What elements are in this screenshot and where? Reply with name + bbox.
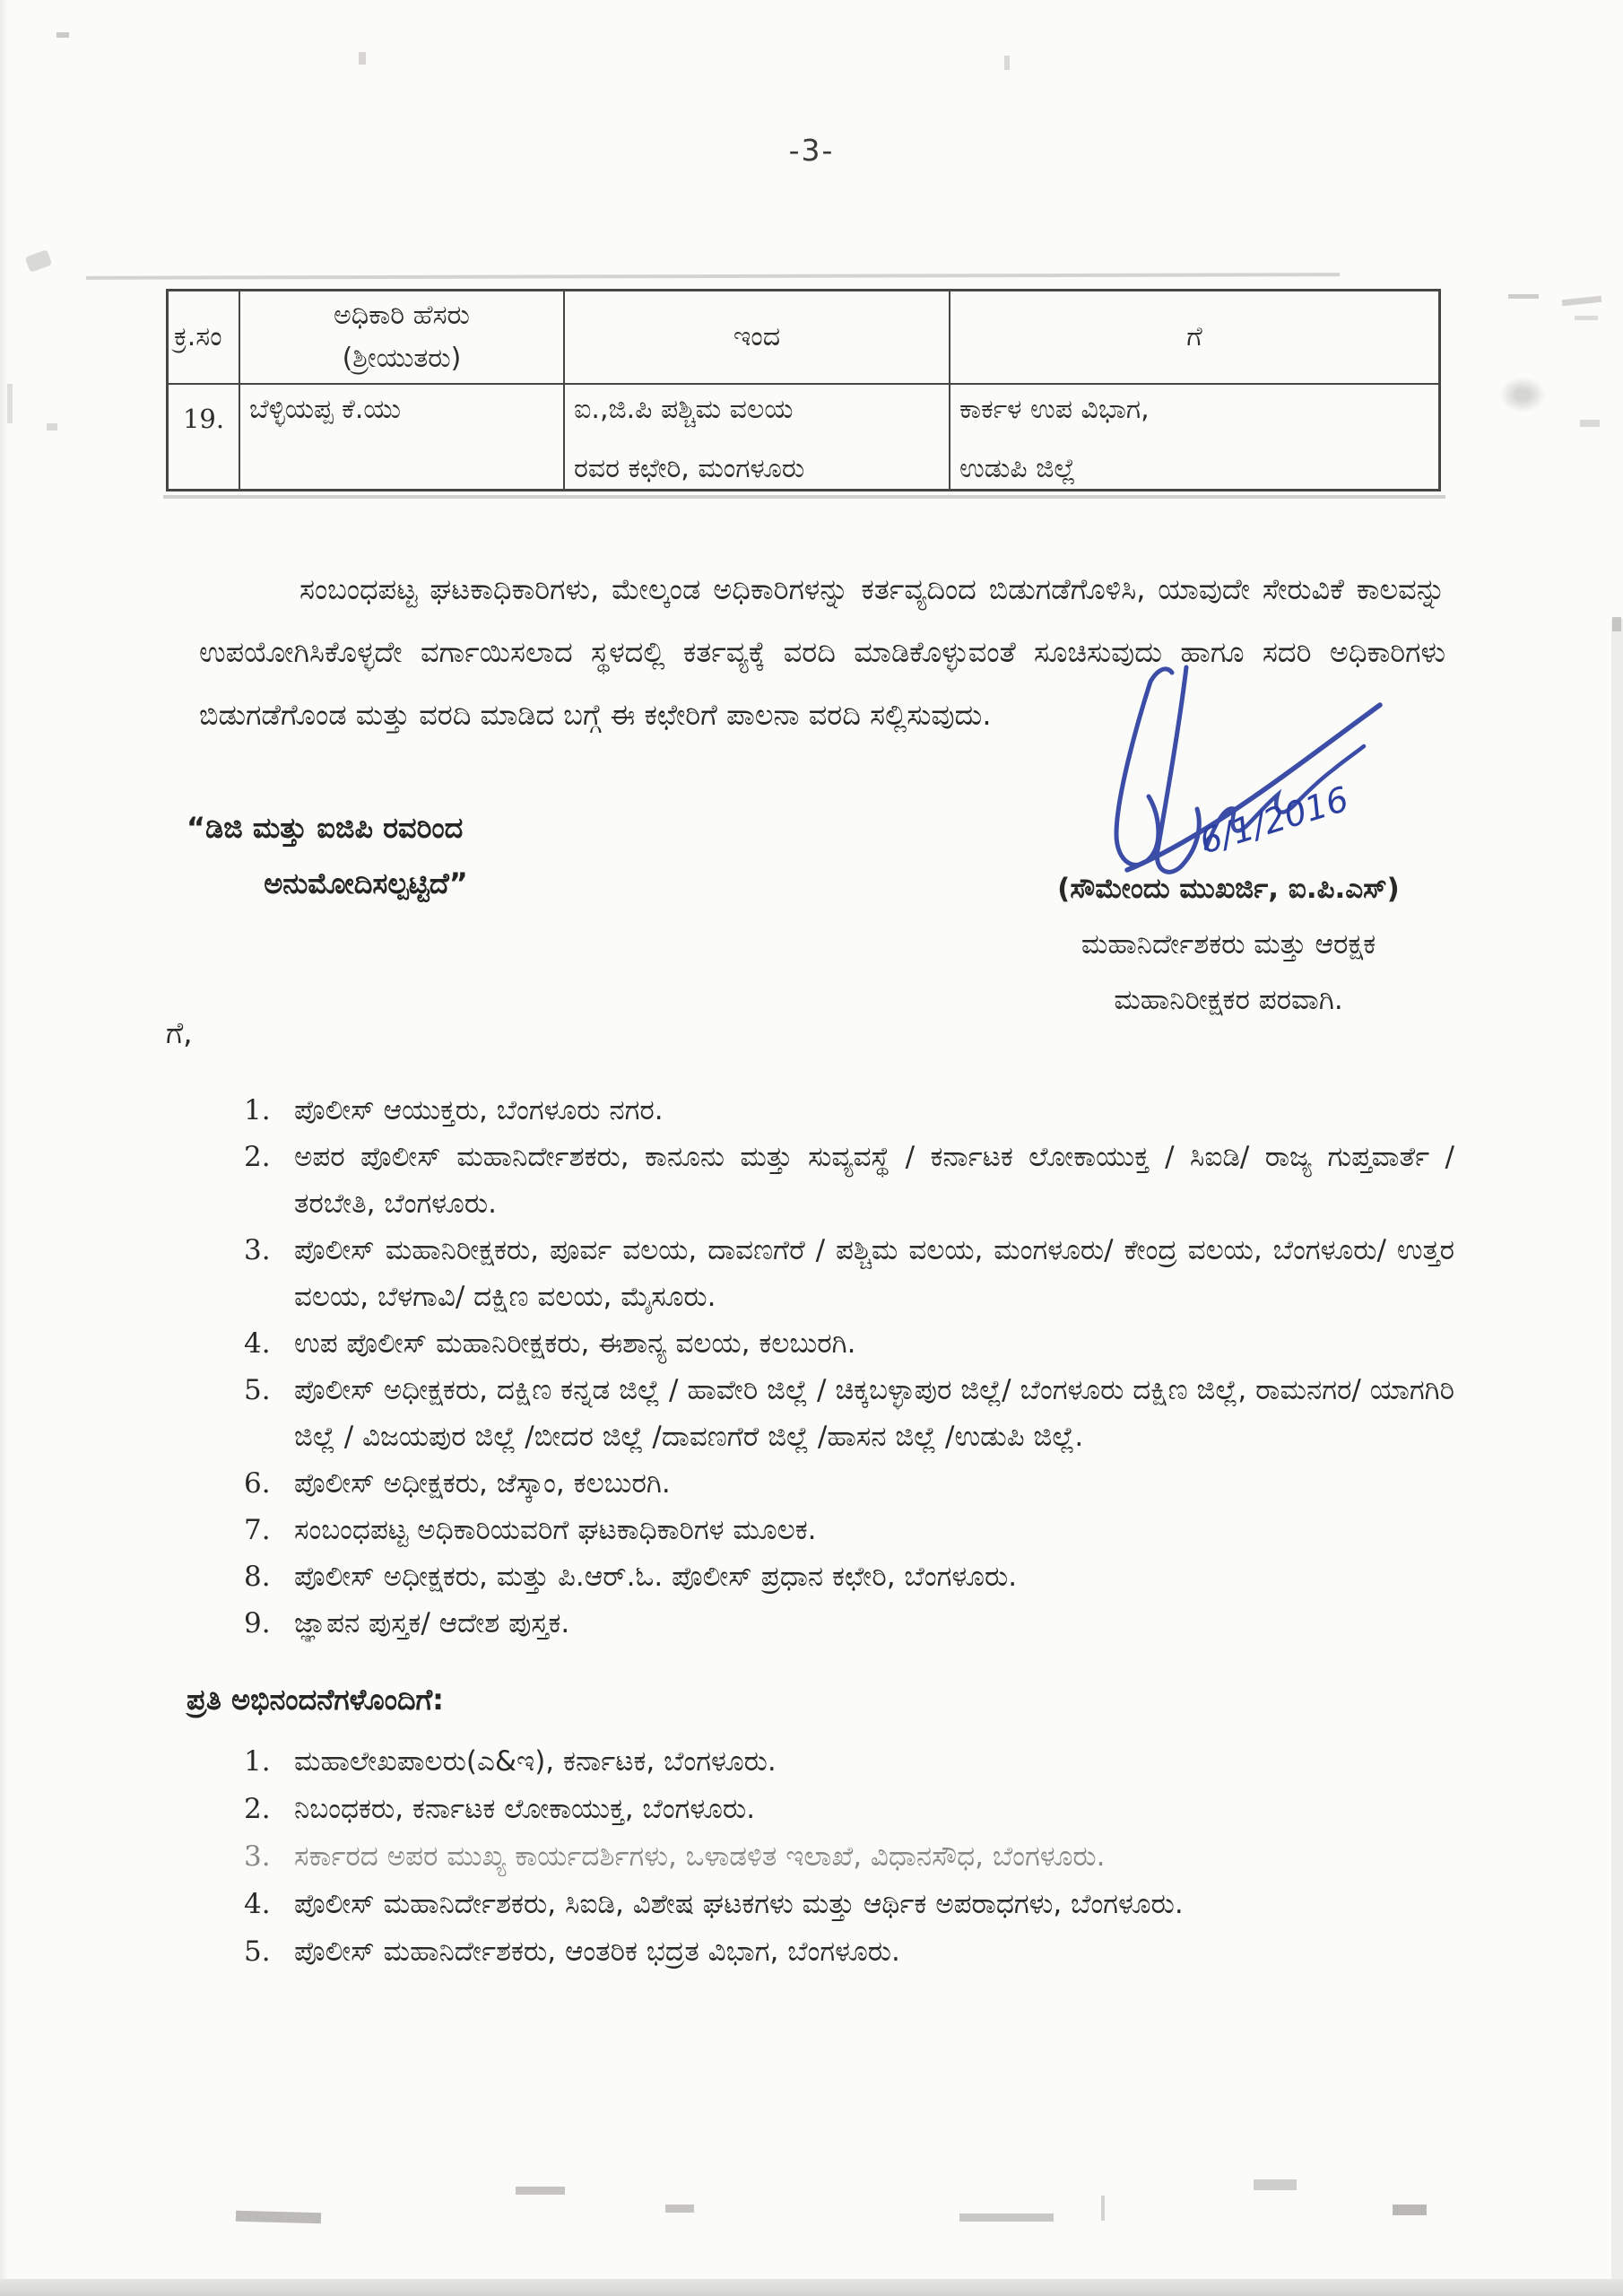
scan-artifact: [665, 2205, 694, 2213]
signatory-title-line2: ಮಹಾನಿರೀಕ್ಷಕರ ಪರವಾಗಿ.: [1114, 984, 1343, 1016]
list-item-text: ಅಪರ ಪೊಲೀಸ್ ಮಹಾನಿರ್ದೇಶಕರು, ಕಾನೂನು ಮತ್ತು ಸುವ್ಯವಸ್ಥೆ / ಕರ್ನಾಟಕ ಲೋಕಾಯುಕ್ತ / ಸಿಐಡಿ/ ರಾಜ್ಯ ಗುಪ್ತವಾರ್ತೆ / ತರಬೇತಿ, ಬೆಂಗಳೂರು.: [294, 1141, 1454, 1220]
copy-list-item: [244, 1786, 1472, 1833]
to-list-item: [244, 1553, 1454, 1600]
copy-list-item: [244, 1833, 1472, 1881]
table-header-to: [950, 291, 1438, 385]
page-number: -3-: [788, 133, 835, 168]
list-item-number: 3.: [244, 1234, 271, 1266]
scan-artifact: [1254, 2179, 1297, 2190]
copy-list-item: [244, 1738, 1472, 1786]
list-item-number: 4.: [244, 1888, 271, 1920]
scan-artifact: [1562, 296, 1601, 307]
list-item-number: 6.: [244, 1467, 271, 1500]
table-row-from-line1: ಐ.,ಜಿ.ಪಿ ಪಶ್ಚಿಮ ವಲಯ: [574, 394, 794, 425]
table-row-to: [950, 385, 1438, 489]
list-item-number: 4.: [244, 1327, 271, 1360]
list-item-text: ಪೊಲೀಸ್ ಮಹಾನಿರ್ದೇಶಕರು, ಸಿಐಡಿ, ವಿಶೇಷ ಘಟಕಗಳು ಮತ್ತು ಆರ್ಥಿಕ ಅಪರಾಧಗಳು, ಬೆಂಗಳೂರು.: [294, 1888, 1184, 1920]
list-item-number: 9.: [244, 1607, 271, 1639]
copy-list-item: [244, 1928, 1472, 1976]
scan-artifact: [516, 2187, 565, 2195]
signature-date: 6/1/2016: [1194, 778, 1353, 862]
list-item-text: ಪೊಲೀಸ್ ಅಧೀಕ್ಷಕರು, ಜೆಸ್ಕಾಂ, ಕಲಬುರಗಿ.: [294, 1467, 671, 1500]
copy-list: [244, 1738, 1472, 1976]
table-row-to-line2: ಉಡುಪಿ ಜಿಲ್ಲೆ: [959, 453, 1076, 484]
table-header-from: [565, 291, 950, 385]
table-header-officer-name: [240, 291, 565, 385]
scan-artifact: [959, 2213, 1054, 2222]
list-item-text: ನಿಬಂಧಕರು, ಕರ್ನಾಟಕ ಲೋಕಾಯುಕ್ತ, ಬೆಂಗಳೂರು.: [294, 1793, 756, 1825]
signatory-name: (ಸೌಮೇಂದು ಮುಖರ್ಜಿ, ಐ.ಪಿ.ಎಸ್): [1057, 873, 1400, 905]
scan-artifact: [1508, 294, 1539, 299]
list-item-number: 5.: [244, 1935, 271, 1968]
scan-artifact: [56, 32, 69, 38]
to-list-item: [244, 1600, 1454, 1647]
table-row-to-line1: ಕಾರ್ಕಳ ಉಪ ವಿಭಾಗ,: [959, 394, 1150, 425]
list-item-text: ಪೊಲೀಸ್ ಅಧೀಕ್ಷಕರು, ಮತ್ತು ಪಿ.ಆರ್.ಓ. ಪೊಲೀಸ್ ಪ್ರಧಾನ ಕಛೇರಿ, ಬೆಂಗಳೂರು.: [294, 1561, 1018, 1593]
scan-artifact: [0, 2279, 1623, 2296]
table-header-slno-label: ಕ್ರ.ಸಂ: [174, 321, 222, 352]
scan-artifact: [1101, 2196, 1105, 2221]
list-item-text: ಜ್ಞಾಪನ ಪುಸ್ತಕ/ ಆದೇಶ ಪುಸ್ತಕ.: [294, 1607, 570, 1639]
list-item-number: 5.: [244, 1374, 271, 1406]
list-item-text: ಮಹಾಲೇಖಪಾಲರು(ಎ&ಇ), ಕರ್ನಾಟಕ, ಬೆಂಗಳೂರು.: [294, 1745, 777, 1778]
to-list-item: [244, 1227, 1454, 1320]
table-header-from-label: ಇಂದ: [733, 321, 781, 352]
to-list-item: [244, 1320, 1454, 1367]
scan-artifact: [1499, 377, 1546, 413]
scan-artifact: [1575, 316, 1598, 320]
table-row-from-line2: ರವರ ಕಛೇರಿ, ಮಂಗಳೂರು: [574, 453, 805, 484]
list-item-text: ಸರ್ಕಾರದ ಅಪರ ಮುಖ್ಯ ಕಾರ್ಯದರ್ಶಿಗಳು, ಒಳಾಡಳಿತ ಇಲಾಖೆ, ವಿಧಾನಸೌಧ, ಬೆಂಗಳೂರು.: [294, 1840, 1106, 1873]
list-item-text: ಪೊಲೀಸ್ ಅಧೀಕ್ಷಕರು, ದಕ್ಷಿಣ ಕನ್ನಡ ಜಿಲ್ಲೆ / ಹಾವೇರಿ ಜಿಲ್ಲೆ / ಚಿಕ್ಕಬಳ್ಳಾಪುರ ಜಿಲ್ಲೆ/ ಬೆಂಗಳೂರು ದಕ್ಷಿಣ ಜಿಲ್ಲೆ, ರಾಮನಗರ/ ಯಾಗಗಿರಿ ಜಿಲ್ಲೆ / ವಿಜಯಪುರ ಜಿಲ್ಲೆ /ಬೀದರ ಜಿಲ್ಲೆ /ದಾವಣಗೆರೆ ಜಿಲ್ಲೆ /ಹಾಸನ ಜಿಲ್ಲೆ /ಉಡುಪಿ ಜಿಲ್ಲೆ.: [294, 1374, 1454, 1453]
list-item-text: ಪೊಲೀಸ್ ಮಹಾನಿರೀಕ್ಷಕರು, ಪೂರ್ವ ವಲಯ, ದಾವಣಗೆರೆ / ಪಶ್ಚಿಮ ವಲಯ, ಮಂಗಳೂರು/ ಕೇಂದ್ರ ವಲಯ, ಬೆಂಗಳೂರು/ ಉತ್ತರ ವಲಯ, ಬೆಳಗಾವಿ/ ದಕ್ಷಿಣ ವಲಯ, ಮೈಸೂರು.: [294, 1234, 1454, 1313]
scan-artifact: [163, 495, 1445, 499]
copy-list-item: [244, 1881, 1472, 1928]
scan-artifact: [86, 273, 1340, 280]
list-item-number: 2.: [244, 1793, 271, 1825]
scan-artifact: [1612, 617, 1621, 631]
approval-note-line2: ಅನುಮೋದಿಸಲ್ಪಟ್ಟಿದೆ”: [264, 866, 468, 900]
list-item-text: ಸಂಬಂಧಪಟ್ಟ ಅಧಿಕಾರಿಯವರಿಗೆ ಘಟಕಾಧಿಕಾರಿಗಳ ಮೂಲಕ.: [294, 1514, 817, 1546]
table-header-name-line1: ಅಧಿಕಾರಿ ಹೆಸರು: [334, 300, 470, 331]
list-item-number: 8.: [244, 1561, 271, 1593]
approval-note: [187, 800, 608, 911]
list-item-number: 7.: [244, 1514, 271, 1546]
scan-artifact: [1580, 420, 1600, 427]
to-list: [244, 1087, 1454, 1647]
to-list-item: [244, 1460, 1454, 1507]
scan-artifact: [1393, 2205, 1427, 2215]
copy-section-heading: ಪ್ರತಿ ಅಭಿನಂದನೆಗಳೊಂದಿಗೆ:: [187, 1683, 444, 1717]
list-item-number: 1.: [244, 1094, 271, 1126]
scan-artifact: [236, 2211, 321, 2223]
table-header-slno: [169, 291, 240, 385]
list-item-number: 3.: [244, 1840, 271, 1873]
body-paragraph: ಸಂಬಂಧಪಟ್ಟ ಘಟಕಾಧಿಕಾರಿಗಳು, ಮೇಲ್ಕಂಡ ಅಧಿಕಾರಿಗಳನ್ನು ಕರ್ತವ್ಯದಿಂದ ಬಿಡುಗಡೆಗೊಳಿಸಿ, ಯಾವುದೇ ಸೇರುವಿಕೆ ಕಾಲವನ್ನು ಉಪಯೋಗಿಸಿಕೊಳ್ಳದೇ ವರ್ಗಾಯಿಸಲಾದ ಸ್ಥಳದಲ್ಲಿ ಕರ್ತವ್ಯಕ್ಕೆ ವರದಿ ಮಾಡಿಕೊಳ್ಳುವಂತೆ ಸೂಚಿಸುವುದು ಹಾಗೂ ಸದರಿ ಅಧಿಕಾರಿಗಳು ಬಿಡುಗಡೆಗೊಂಡ ಮತ್ತು ವರದಿ ಮಾಡಿದ ಬಗ್ಗೆ ಈ ಕಛೇರಿಗೆ ಪಾಲನಾ ವರದಿ ಸಲ್ಲಿಸುವುದು.: [199, 572, 1445, 732]
list-item-text: ಪೊಲೀಸ್ ಮಹಾನಿರ್ದೇಶಕರು, ಆಂತರಿಕ ಭದ್ರತ ವಿಭಾಗ, ಬೆಂಗಳೂರು.: [294, 1935, 900, 1968]
table-header-to-label: ಗೆ: [1186, 321, 1202, 352]
scan-artifact: [1611, 619, 1623, 2296]
signatory-block: [942, 861, 1515, 1028]
to-list-item: [244, 1367, 1454, 1460]
scan-artifact: [7, 384, 13, 423]
table-row-officer-name: ಬೆಳ್ಳಿಯಪ್ಪ ಕೆ.ಯು: [240, 385, 565, 489]
list-item-text: ಪೊಲೀಸ್ ಆಯುಕ್ತರು, ಬೆಂಗಳೂರು ನಗರ.: [294, 1094, 664, 1126]
table-row-from: [565, 385, 950, 489]
list-item-number: 1.: [244, 1745, 271, 1778]
scan-artifact: [0, 0, 8, 2296]
scan-artifact: [1004, 56, 1010, 70]
approval-note-line1: “ಡಿಜಿ ಮತ್ತು ಐಜಿಪಿ ರವರಿಂದ: [187, 811, 464, 845]
scan-artifact: [47, 423, 57, 430]
to-list-item: [244, 1507, 1454, 1553]
list-item-text: ಉಪ ಪೊಲೀಸ್ ಮಹಾನಿರೀಕ್ಷಕರು, ಈಶಾನ್ಯ ವಲಯ, ಕಲಬುರಗಿ.: [294, 1327, 856, 1360]
signatory-title-line1: ಮಹಾನಿರ್ದೇಶಕರು ಮತ್ತು ಆರಕ್ಷಕ: [1081, 928, 1376, 961]
table-header-name-line2: (ಶ್ರೀಯುತರು): [342, 343, 462, 374]
table-row-slno: 19.: [169, 385, 240, 489]
scan-artifact: [25, 249, 53, 273]
to-section-heading: ಗೆ,: [166, 1015, 193, 1050]
transfer-table: [166, 289, 1441, 491]
to-list-item: [244, 1134, 1454, 1227]
list-item-number: 2.: [244, 1141, 271, 1173]
to-list-item: [244, 1087, 1454, 1134]
scan-artifact: [359, 52, 366, 65]
